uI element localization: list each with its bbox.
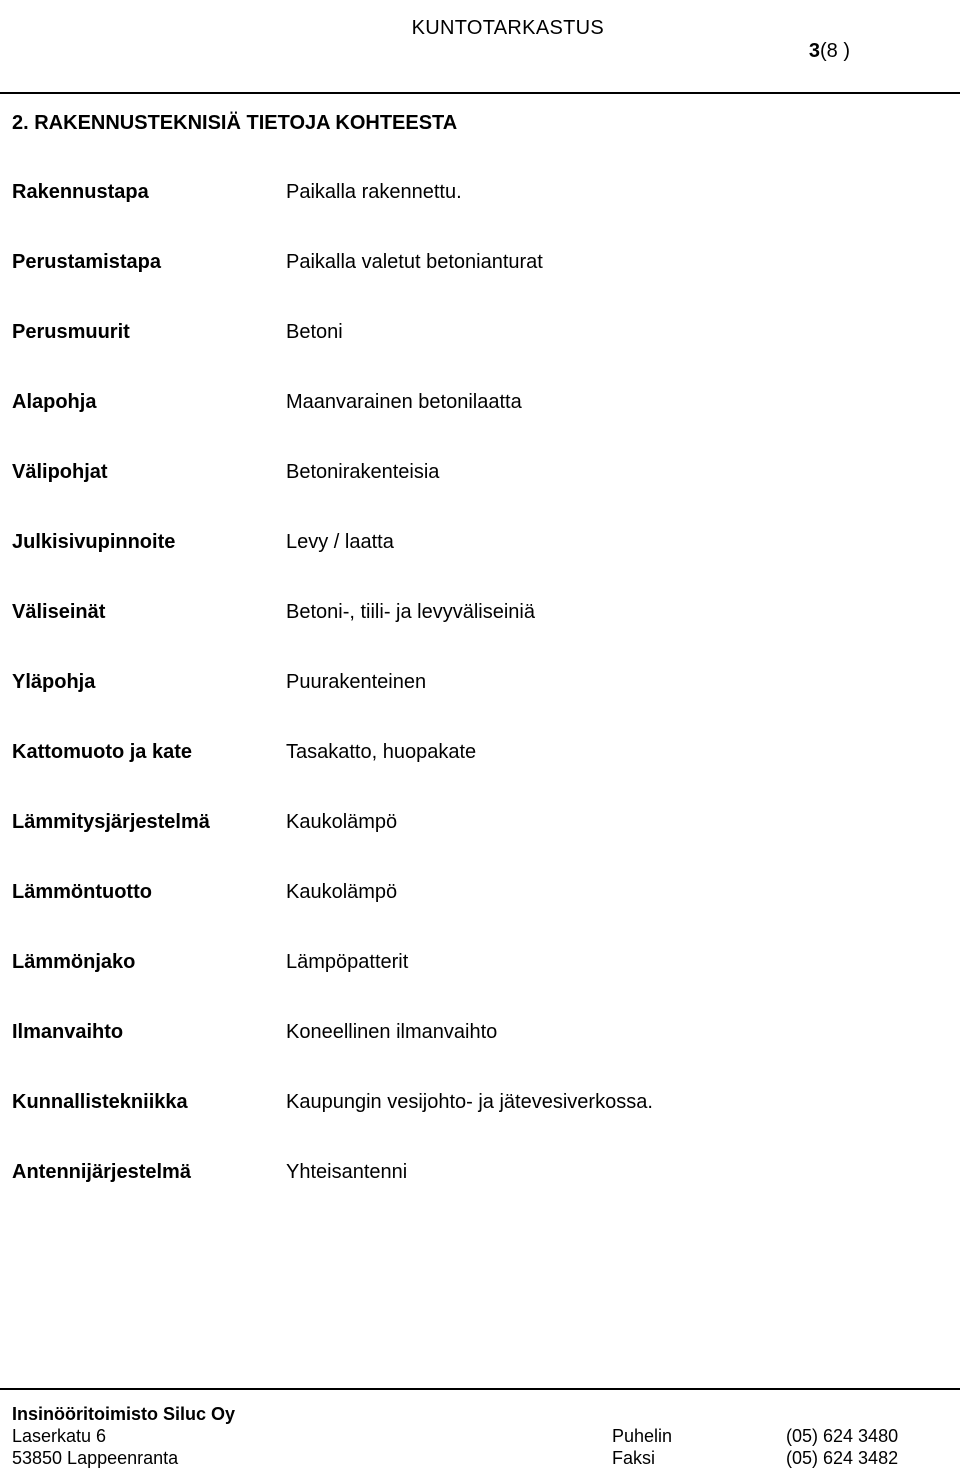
row-value: Betoni-, tiili- ja levyväliseiniä — [286, 601, 535, 623]
row-value: Yhteisantenni — [286, 1161, 408, 1183]
row-label: Rakennustapa — [12, 181, 149, 203]
footer-phone: (05) 624 3480 — [786, 1426, 899, 1446]
footer-street: Laserkatu 6 — [12, 1426, 107, 1446]
row-value: Maanvarainen betonilaatta — [286, 391, 522, 413]
row-value: Betonirakenteisia — [286, 461, 440, 483]
header-rule — [0, 92, 960, 94]
row-value: Lämpöpatterit — [286, 951, 409, 973]
footer-line — [0, 1426, 960, 1448]
row-value: Puurakenteinen — [286, 671, 427, 693]
info-table — [0, 181, 960, 1231]
header-title: KUNTOTARKASTUS — [411, 17, 604, 39]
row-label: Väliseinät — [12, 601, 106, 623]
row-value: Koneellinen ilmanvaihto — [286, 1021, 498, 1043]
footer-rule — [0, 1388, 960, 1390]
row-label: Ilmanvaihto — [12, 1021, 124, 1043]
footer-phone-label: Puhelin — [612, 1426, 673, 1446]
info-row — [0, 951, 960, 1021]
row-label: Julkisivupinnoite — [12, 531, 176, 553]
info-row — [0, 391, 960, 461]
row-value: Kaukolämpö — [286, 881, 398, 903]
row-label: Alapohja — [12, 391, 97, 413]
info-row — [0, 251, 960, 321]
page-number — [809, 40, 850, 63]
info-row — [0, 811, 960, 881]
footer-city: 53850 Lappeenranta — [12, 1448, 179, 1468]
footer-fax-label: Faksi — [612, 1448, 656, 1468]
page-total: (8 ) — [820, 40, 850, 62]
page-current: 3 — [808, 40, 820, 62]
info-row — [0, 671, 960, 741]
footer-line — [0, 1448, 960, 1470]
row-value: Paikalla rakennettu. — [286, 181, 462, 203]
row-label: Antennijärjestelmä — [12, 1161, 191, 1183]
info-row — [0, 531, 960, 601]
info-row — [0, 181, 960, 251]
row-label: Perustamistapa — [12, 251, 161, 273]
info-row — [0, 1161, 960, 1231]
row-value: Levy / laatta — [286, 531, 394, 553]
row-label: Kattomuoto ja kate — [12, 741, 193, 763]
section-title: 2. RAKENNUSTEKNISIÄ TIETOJA KOHTEESTA — [12, 112, 458, 134]
info-row — [0, 1021, 960, 1091]
info-row — [0, 601, 960, 671]
row-label: Yläpohja — [12, 671, 96, 693]
info-row — [0, 881, 960, 951]
info-row — [0, 1091, 960, 1161]
row-label: Lämmönjako — [12, 951, 136, 973]
row-label: Lämmöntuotto — [12, 881, 152, 903]
row-value: Tasakatto, huopakate — [286, 741, 477, 763]
info-row — [0, 321, 960, 391]
info-row — [0, 461, 960, 531]
row-label: Lämmitysjärjestelmä — [12, 811, 210, 833]
row-label: Kunnallistekniikka — [12, 1091, 188, 1113]
row-label: Perusmuurit — [12, 321, 130, 343]
info-row — [0, 741, 960, 811]
footer-fax: (05) 624 3482 — [786, 1448, 899, 1468]
row-value: Betoni — [286, 321, 343, 343]
footer-company: Insinööritoimisto Siluc Oy — [12, 1404, 236, 1424]
row-value: Paikalla valetut betonianturat — [286, 251, 543, 273]
row-value: Kaupungin vesijohto- ja jätevesiverkossa. — [286, 1091, 653, 1113]
row-value: Kaukolämpö — [286, 811, 398, 833]
row-label: Välipohjat — [12, 461, 108, 483]
